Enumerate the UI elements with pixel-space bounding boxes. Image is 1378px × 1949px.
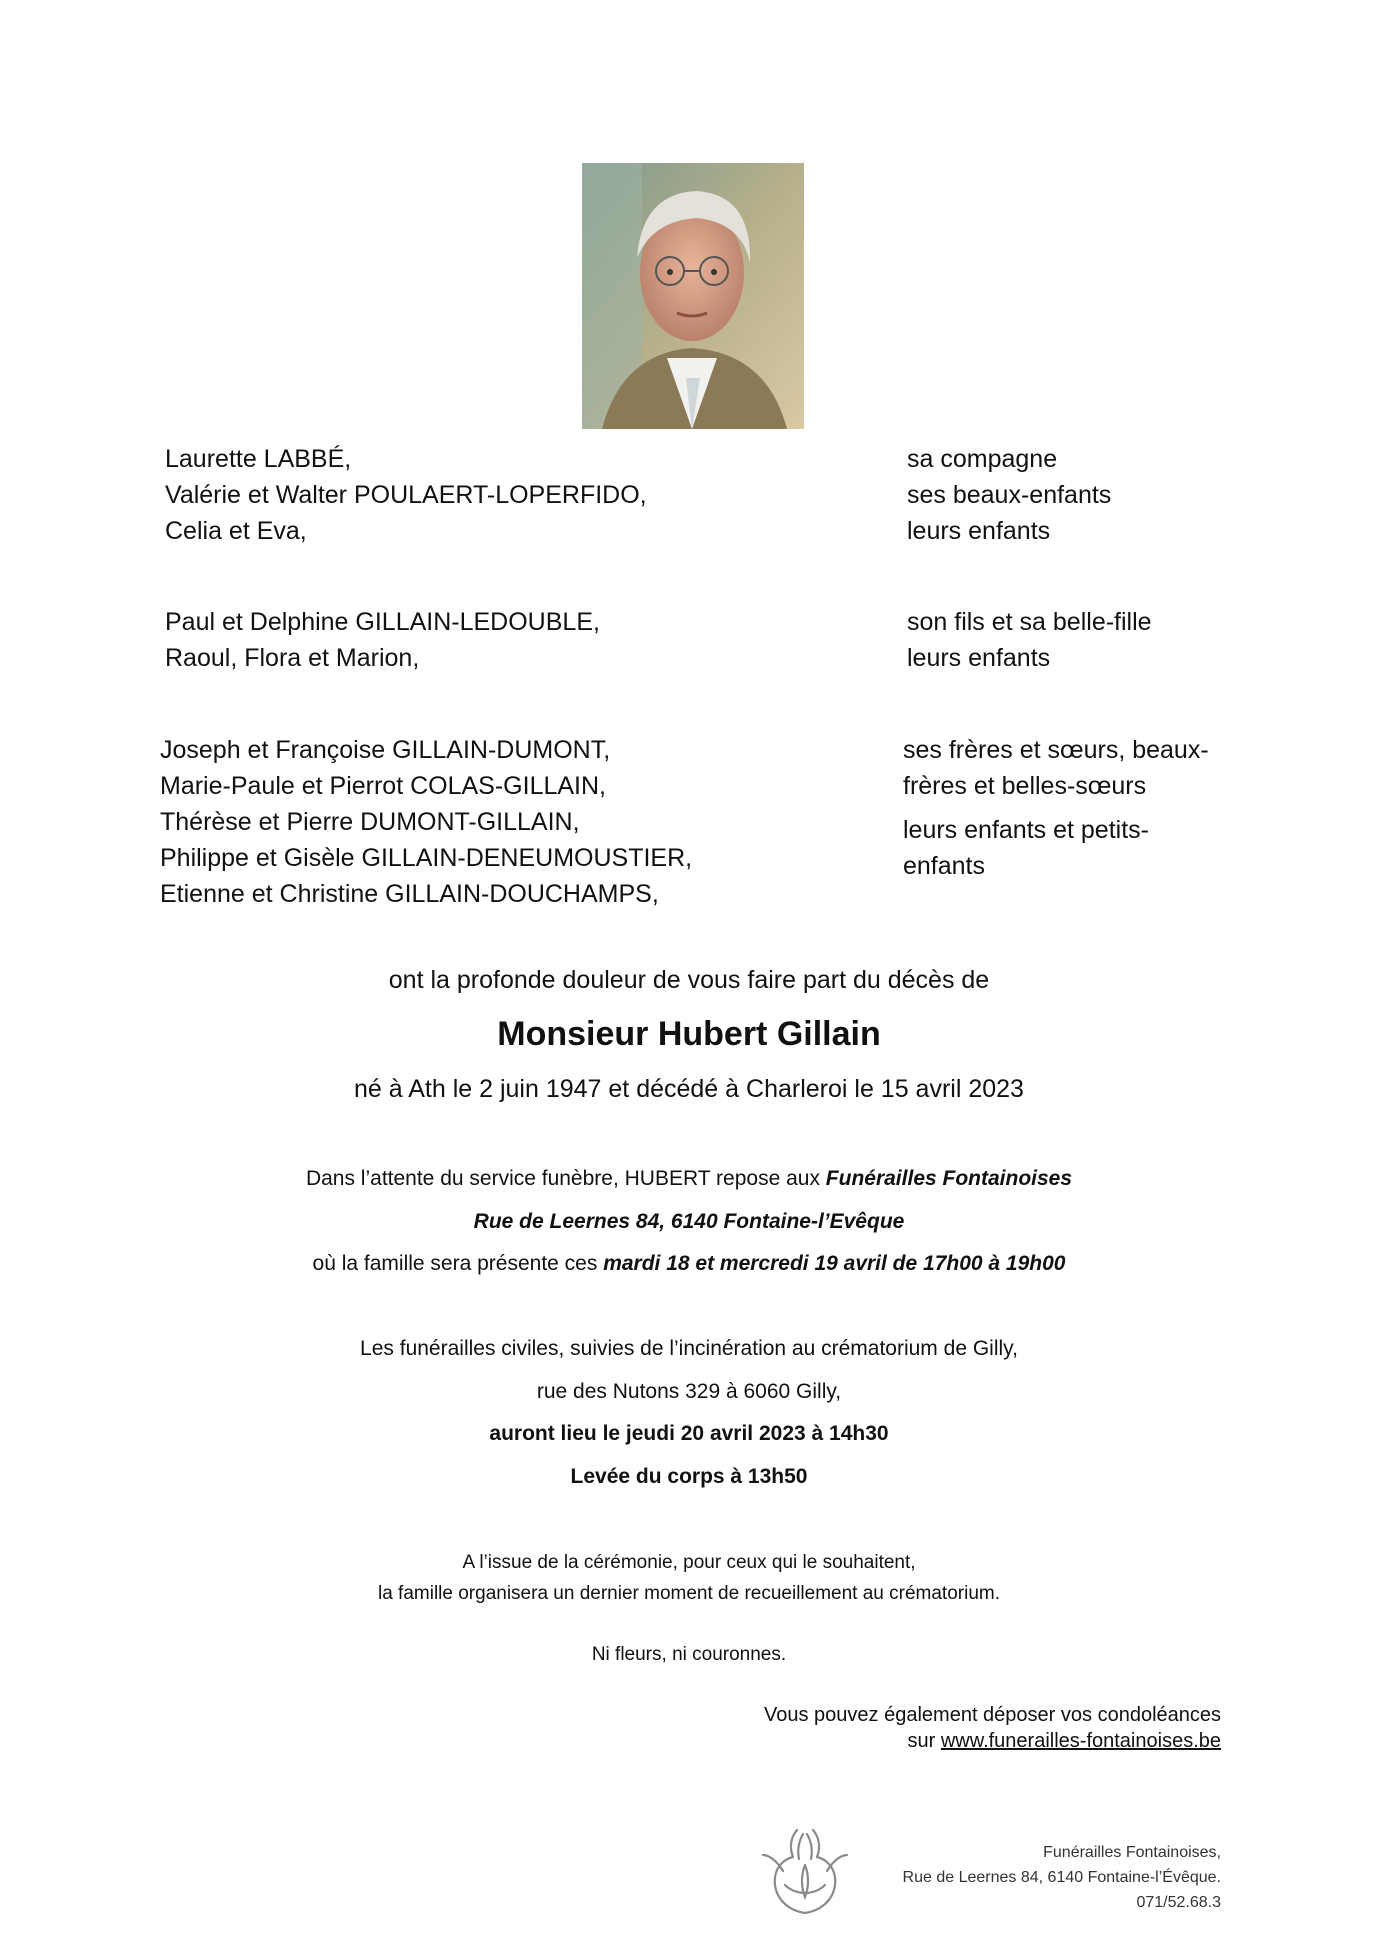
family-name: Etienne et Christine GILLAIN-DOUCHAMPS, (160, 880, 659, 908)
family-group-3-relations (903, 732, 1209, 884)
birth-death-dates: né à Ath le 2 juin 1947 et décédé à Charleroi le 15 avril 2023 (354, 1075, 1024, 1103)
family-name: Thérèse et Pierre DUMONT-GILLAIN, (160, 808, 580, 836)
family-relation: sa compagne (907, 445, 1058, 473)
funeral-line-2: rue des Nutons 329 à 6060 Gilly, (536, 1380, 842, 1403)
no-flowers: Ni fleurs, ni couronnes. (591, 1644, 787, 1665)
condolences-link-line (764, 1728, 1221, 1754)
funeral-home-logo (755, 1825, 855, 1920)
family-relation: ses frères et sœurs, beaux- (903, 736, 1209, 764)
condolences-prefix: sur (907, 1730, 941, 1752)
family-name: Marie-Paule et Pierrot COLAS-GILLAIN, (160, 772, 606, 800)
condolences-text: Vous pouvez également déposer vos condoléances (764, 1704, 1221, 1726)
family-name: Valérie et Walter POULAERT-LOPERFIDO, (165, 481, 647, 509)
family-group-2-relations (907, 604, 1152, 676)
family-relation: leurs enfants et petits- (903, 816, 1149, 844)
family-relation: leurs enfants (907, 644, 1051, 672)
family-relation: frères et belles-sœurs (903, 772, 1147, 800)
family-name: Joseph et Françoise GILLAIN-DUMONT, (160, 736, 611, 764)
family-name: Philippe et Gisèle GILLAIN-DENEUMOUSTIER, (160, 844, 693, 872)
visitation-dates: mardi 18 et mercredi 19 avril de 17h00 à 19h00 (603, 1252, 1066, 1275)
visitation-text: où la famille sera présente ces (312, 1252, 604, 1275)
footer-address: Rue de Leernes 84, 6140 Fontaine-l’Évêque. (902, 1869, 1221, 1886)
family-name: Laurette LABBÉ, (165, 445, 352, 473)
funeral-home-name: Funérailles Fontainoises (825, 1167, 1073, 1190)
family-group-1-relations (907, 441, 1111, 549)
portrait-image (582, 163, 804, 429)
rest-text: Dans l’attente du service funèbre, HUBERT repose aux (305, 1167, 826, 1190)
family-group-1-names (165, 441, 647, 549)
portrait-photo (582, 163, 804, 429)
footer-phone: 071/52.68.3 (1136, 1894, 1221, 1911)
footer-company-name: Funérailles Fontainoises, (1043, 1844, 1221, 1861)
deceased-name: Monsieur Hubert Gillain (497, 1015, 881, 1053)
family-relation: ses beaux-enfants (907, 481, 1112, 509)
ceremony-line-1: A l’issue de la cérémonie, pour ceux qui le souhaitent, (462, 1552, 916, 1573)
family-relation: leurs enfants (907, 517, 1051, 545)
family-group-2-names (165, 604, 600, 676)
footer-contact (903, 1840, 1221, 1915)
announcement-intro: ont la profonde douleur de vous faire part du décès de (388, 966, 990, 994)
condolences-website-link[interactable]: www.funerailles-fontainoises.be (940, 1730, 1221, 1752)
funeral-home-address: Rue de Leernes 84, 6140 Fontaine-l’Evêque (473, 1210, 905, 1233)
family-group-3-names (160, 732, 692, 912)
family-name: Paul et Delphine GILLAIN-LEDOUBLE, (165, 608, 600, 636)
rest-line (0, 1167, 1378, 1191)
family-name: Celia et Eva, (165, 517, 307, 545)
family-relation: enfants (903, 852, 986, 880)
funeral-line-1: Les funérailles civiles, suivies de l’incinération au crématorium de Gilly, (360, 1337, 1018, 1360)
family-name: Raoul, Flora et Marion, (165, 644, 420, 672)
visitation-line (0, 1252, 1378, 1276)
condolences-block (764, 1702, 1221, 1754)
family-relation: son fils et sa belle-fille (907, 608, 1152, 636)
ceremony-line-2: la famille organisera un dernier moment de recueillement au crématorium. (377, 1583, 1000, 1604)
funeral-datetime: auront lieu le jeudi 20 avril 2023 à 14h30 (489, 1422, 889, 1445)
body-departure: Levée du corps à 13h50 (570, 1465, 808, 1488)
phoenix-icon (755, 1825, 855, 1920)
